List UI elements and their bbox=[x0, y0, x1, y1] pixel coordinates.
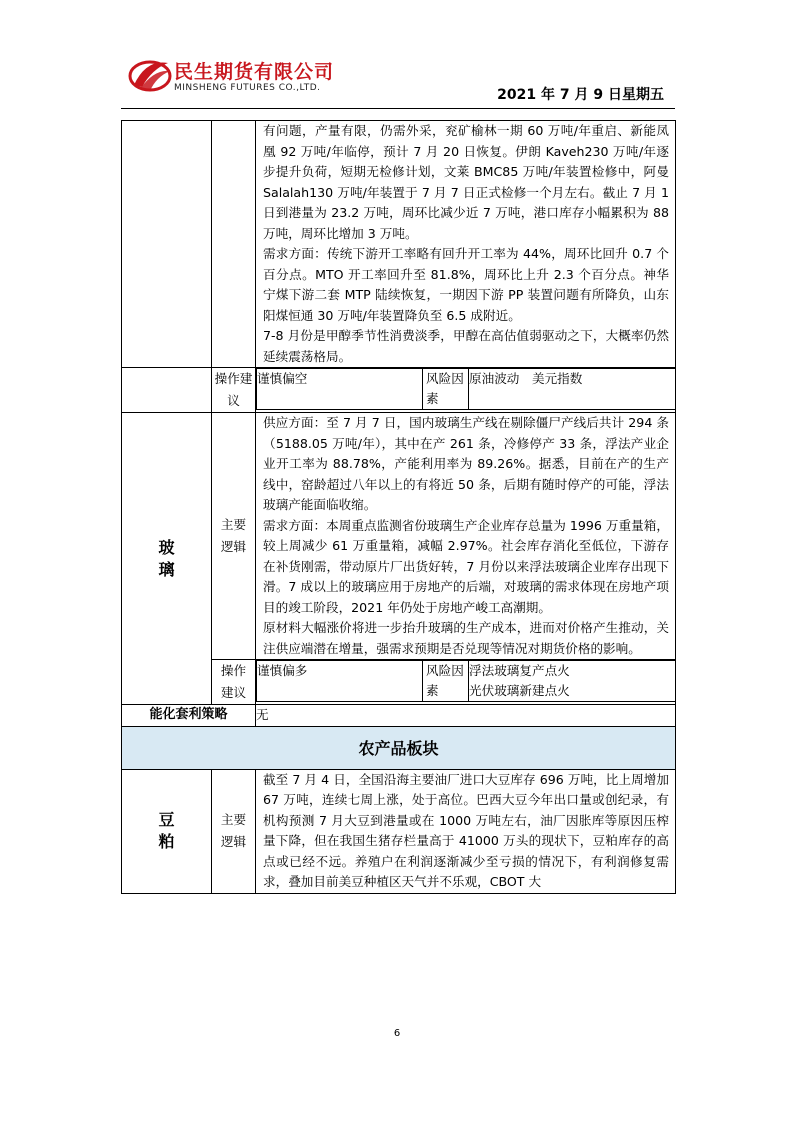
methanol-name-cell bbox=[122, 121, 212, 368]
minsheng-logo-icon bbox=[128, 55, 172, 95]
methanol-risk-label: 风险因素 bbox=[423, 369, 469, 410]
arbitrage-label: 能化套利策略 bbox=[122, 705, 256, 727]
soymeal-main-label: 主要逻辑 bbox=[220, 812, 247, 849]
page-number: 6 bbox=[393, 1028, 401, 1039]
glass-logic-p3: 原材料大幅涨价将进一步抬升玻璃的生产成本，进而对价格产生推动，关注供应端潜在增量，强需求预期是否兑现等情况对期货价格的影响。 bbox=[263, 620, 669, 656]
methanol-op-label: 操作建议 bbox=[214, 371, 253, 408]
methanol-label-cell bbox=[212, 121, 256, 368]
glass-name: 玻璃 bbox=[158, 537, 175, 579]
glass-op-label: 操作建议 bbox=[220, 663, 247, 700]
glass-risk-2: 光伏玻璃新建点火 bbox=[469, 683, 570, 698]
methanol-logic-row bbox=[122, 121, 676, 368]
methanol-op-row bbox=[122, 368, 676, 413]
soymeal-name: 豆粕 bbox=[158, 810, 175, 851]
report-date: 2021 年 7 月 9 日星期五 bbox=[497, 87, 664, 103]
glass-logic-p1: 供应方面：至 7 月 7 日，国内玻璃生产线在剔除僵尸产线后共计 294 条（5188.05 万吨/年），其中在产 261 条，冷修停产 33 条，浮法产业企业开工率为 88.78%，产能利用率为 89.26%。据悉，目前在产的生产线中，窑龄超过八年以上的有将近 50 条，后期有随时停产的可能，浮法玻璃产能面临收缩。 bbox=[263, 415, 669, 512]
company-logo bbox=[128, 55, 368, 103]
glass-main-label: 主要逻辑 bbox=[220, 517, 247, 554]
header-rule bbox=[121, 108, 675, 109]
agri-section-row bbox=[122, 726, 676, 769]
arbitrage-row bbox=[122, 705, 676, 727]
company-name-en: MINSHENG FUTURES CO.,LTD. bbox=[174, 83, 321, 93]
methanol-risk: 原油波动 美元指数 bbox=[469, 369, 676, 410]
methanol-logic-p3: 7-8 月份是甲醇季节性消费淡季，甲醇在高估值弱驱动之下，大概率仍然延续震荡格局。 bbox=[263, 328, 669, 364]
glass-logic-row bbox=[122, 413, 676, 660]
company-name-cn: 民生期货有限公司 bbox=[174, 61, 335, 83]
arbitrage-value: 无 bbox=[256, 705, 676, 727]
methanol-logic-p1: 有问题，产量有限，仍需外采，兖矿榆林一期 60 万吨/年重启、新能凤凰 92 万吨/年临停，预计 7 月 20 日恢复。伊朗 Kaveh230 万吨/年逐步提升负荷，短期无检修计划，文莱 BMC85 万吨/年装置检修中，阿曼 Salalah130 万吨/年装置于 7 月 7 日正式检修一个月左右。截止 7 月 1 日到港量为 23.2 万吨，周环比减少近 7 万吨，港口库存小幅累积为 88 万吨，周环比增加 3 万吨。 bbox=[263, 123, 669, 241]
methanol-logic-p2: 需求方面：传统下游开工率略有回升开工率为 44%，周环比回升 0.7 个百分点。MTO 开工率回升至 81.8%，周环比上升 2.3 个百分点。神华宁煤下游二套 MTP 陆续恢复，一期因下游 PP 装置问题有所降负，山东阳煤恒通 30 万吨/年装置降负至 6.5 成附近。 bbox=[263, 246, 669, 323]
glass-logic-p2: 需求方面：本周重点监测省份玻璃生产企业库存总量为 1996 万重量箱，较上周减少 61 万重量箱，减幅 2.97%。社会库存消化至低位，下游存在补货刚需，带动原片厂出货好转，7 月份以来浮法玻璃企业库存出现下滑。7 成以上的玻璃应用于房地产的后端，对玻璃的需求体现在房地产项目的竣工阶段，2021 年仍处于房地产峻工高潮期。 bbox=[263, 517, 669, 615]
glass-op: 谨慎偏多 bbox=[257, 661, 423, 702]
glass-risk-1: 浮法玻璃复产点火 bbox=[469, 663, 570, 678]
glass-risk-label: 风险因素 bbox=[423, 661, 469, 702]
page-header bbox=[0, 0, 794, 112]
methanol-op: 谨慎偏空 bbox=[257, 369, 423, 410]
agri-section-title: 农产品板块 bbox=[122, 726, 676, 769]
soymeal-logic: 截至 7 月 4 日，全国沿海主要油厂进口大豆库存 696 万吨，比上周增加 67 万吨，连续七周上涨，处于高位。巴西大豆今年出口量或创纪录，有机构预测 7 月大豆到港量或在 1000 万吨左右，油厂因胀库等原因压榨量下降，但在我国生猪存栏量高于 41000 万头的现状下，豆粕库存的高点或已经不远。养殖户在利润逐渐减少至亏损的情况下，有利润修复需求，叠加目前美豆种植区天气并不乐观，CBOT 大 bbox=[263, 771, 669, 889]
strategy-table bbox=[121, 120, 676, 894]
soymeal-logic-row bbox=[122, 769, 676, 893]
